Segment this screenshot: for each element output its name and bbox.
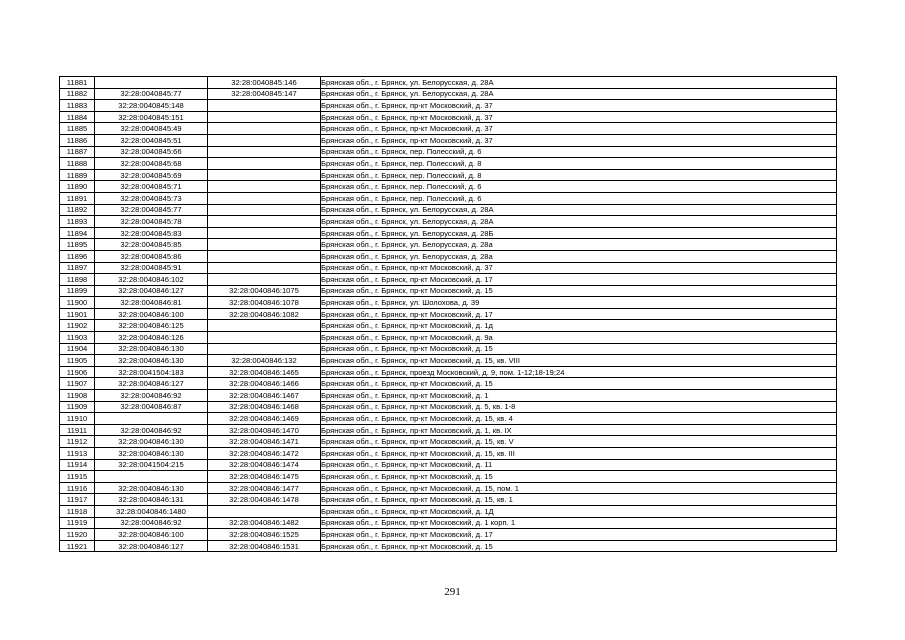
table-row (60, 274, 837, 286)
row-number-cell: 11920 (60, 529, 95, 541)
cadastral-number-cell: 32:28:0040845:51 (95, 134, 208, 146)
row-number-cell: 11889 (60, 169, 95, 181)
object-cadastral-number-cell (208, 158, 321, 170)
object-cadastral-number-cell (208, 320, 321, 332)
row-number-cell: 11918 (60, 505, 95, 517)
object-cadastral-number-cell: 32:28:0040846:1477 (208, 482, 321, 494)
row-number-cell: 11883 (60, 100, 95, 112)
address-cell: Брянская обл., г. Брянск, пр-кт Московский, д. 9а (321, 332, 837, 344)
cadastral-number-cell: 32:28:0040845:86 (95, 250, 208, 262)
cadastral-number-cell: 32:28:0040846:130 (95, 482, 208, 494)
object-cadastral-number-cell: 32:28:0040846:1468 (208, 401, 321, 413)
address-cell: Брянская обл., г. Брянск, пер. Полесский, д. 8 (321, 158, 837, 170)
address-cell: Брянская обл., г. Брянск, пр-кт Московский, д. 1, кв. IX (321, 424, 837, 436)
table-row (60, 285, 837, 297)
table-row (60, 482, 837, 494)
row-number-cell: 11890 (60, 181, 95, 193)
table-row (60, 320, 837, 332)
cadastral-number-cell: 32:28:0040846:1480 (95, 505, 208, 517)
cadastral-number-cell: 32:28:0040845:68 (95, 158, 208, 170)
address-cell: Брянская обл., г. Брянск, пр-кт Московский, д. 37 (321, 111, 837, 123)
cadastral-number-cell (95, 413, 208, 425)
object-cadastral-number-cell: 32:28:0040846:1469 (208, 413, 321, 425)
address-cell: Брянская обл., г. Брянск, ул. Белорусская, д. 28А (321, 204, 837, 216)
row-number-cell: 11910 (60, 413, 95, 425)
object-cadastral-number-cell: 32:28:0040846:1531 (208, 540, 321, 552)
object-cadastral-number-cell (208, 239, 321, 251)
row-number-cell: 11902 (60, 320, 95, 332)
table-row (60, 471, 837, 483)
address-cell: Брянская обл., г. Брянск, пер. Полесский, д. 8 (321, 169, 837, 181)
cadastral-number-cell: 32:28:0040846:130 (95, 448, 208, 460)
object-cadastral-number-cell (208, 123, 321, 135)
cadastral-number-cell: 32:28:0040845:78 (95, 216, 208, 228)
cadastral-number-cell: 32:28:0040846:131 (95, 494, 208, 506)
address-cell: Брянская обл., г. Брянск, пр-кт Московский, д. 17 (321, 529, 837, 541)
cadastral-number-cell: 32:28:0040846:102 (95, 274, 208, 286)
table-row (60, 332, 837, 344)
table-row (60, 413, 837, 425)
table-row (60, 540, 837, 552)
object-cadastral-number-cell (208, 192, 321, 204)
row-number-cell: 11897 (60, 262, 95, 274)
table-row (60, 355, 837, 367)
cadastral-number-cell: 32:28:0040846:92 (95, 390, 208, 402)
table-row (60, 169, 837, 181)
cadastral-number-cell: 32:28:0040846:126 (95, 332, 208, 344)
address-cell: Брянская обл., г. Брянск, ул. Белорусская, д. 28а (321, 239, 837, 251)
object-cadastral-number-cell: 32:28:0040846:1082 (208, 308, 321, 320)
object-cadastral-number-cell: 32:28:0040845:146 (208, 77, 321, 89)
address-cell: Брянская обл., г. Брянск, пр-кт Московский, д. 1Д (321, 505, 837, 517)
object-cadastral-number-cell: 32:28:0040846:1075 (208, 285, 321, 297)
address-cell: Брянская обл., г. Брянск, пр-кт Московский, д. 37 (321, 134, 837, 146)
address-cell: Брянская обл., г. Брянск, проезд Московский, д. 9, пом. 1-12;18-19;24 (321, 366, 837, 378)
row-number-cell: 11915 (60, 471, 95, 483)
object-cadastral-number-cell (208, 146, 321, 158)
row-number-cell: 11917 (60, 494, 95, 506)
row-number-cell: 11919 (60, 517, 95, 529)
row-number-cell: 11892 (60, 204, 95, 216)
address-cell: Брянская обл., г. Брянск, пр-кт Московский, д. 1 корп. 1 (321, 517, 837, 529)
cadastral-number-cell: 32:28:0040845:83 (95, 227, 208, 239)
table-row (60, 308, 837, 320)
cadastral-number-cell: 32:28:0040845:77 (95, 204, 208, 216)
row-number-cell: 11886 (60, 134, 95, 146)
row-number-cell: 11893 (60, 216, 95, 228)
address-cell: Брянская обл., г. Брянск, пр-кт Московский, д. 15 (321, 471, 837, 483)
cadastral-number-cell: 32:28:0040845:69 (95, 169, 208, 181)
object-cadastral-number-cell: 32:28:0040846:1470 (208, 424, 321, 436)
cadastral-number-cell: 32:28:0040845:49 (95, 123, 208, 135)
row-number-cell: 11904 (60, 343, 95, 355)
table-row (60, 181, 837, 193)
register-sheet (59, 76, 837, 552)
row-number-cell: 11900 (60, 297, 95, 309)
cadastral-number-cell: 32:28:0041504:183 (95, 366, 208, 378)
row-number-cell: 11887 (60, 146, 95, 158)
object-cadastral-number-cell: 32:28:0040846:1478 (208, 494, 321, 506)
row-number-cell: 11905 (60, 355, 95, 367)
cadastral-number-cell (95, 471, 208, 483)
table-row (60, 297, 837, 309)
row-number-cell: 11907 (60, 378, 95, 390)
table-row (60, 424, 837, 436)
row-number-cell: 11884 (60, 111, 95, 123)
address-cell: Брянская обл., г. Брянск, ул. Белорусская, д. 28А (321, 216, 837, 228)
object-cadastral-number-cell (208, 216, 321, 228)
cadastral-number-cell: 32:28:0040846:92 (95, 517, 208, 529)
address-cell: Брянская обл., г. Брянск, пр-кт Московский, д. 15, кв. 4 (321, 413, 837, 425)
table-row (60, 227, 837, 239)
table-row (60, 88, 837, 100)
row-number-cell: 11908 (60, 390, 95, 402)
table-row (60, 401, 837, 413)
address-cell: Брянская обл., г. Брянск, пр-кт Московский, д. 15 (321, 343, 837, 355)
cadastral-number-cell: 32:28:0040845:71 (95, 181, 208, 193)
row-number-cell: 11912 (60, 436, 95, 448)
table-row (60, 378, 837, 390)
cadastral-number-cell: 32:28:0040846:127 (95, 285, 208, 297)
object-cadastral-number-cell: 32:28:0040846:1471 (208, 436, 321, 448)
table-row (60, 366, 837, 378)
object-cadastral-number-cell: 32:28:0040845:147 (208, 88, 321, 100)
table-row (60, 517, 837, 529)
cadastral-number-cell (95, 77, 208, 89)
table-row (60, 390, 837, 402)
table-row (60, 494, 837, 506)
address-cell: Брянская обл., г. Брянск, ул. Белорусская, д. 28А (321, 88, 837, 100)
cadastral-number-cell: 32:28:0040845:85 (95, 239, 208, 251)
table-row (60, 436, 837, 448)
address-cell: Брянская обл., г. Брянск, ул. Белорусская, д. 28Б (321, 227, 837, 239)
cadastral-number-cell: 32:28:0040845:91 (95, 262, 208, 274)
table-row (60, 250, 837, 262)
table-row (60, 158, 837, 170)
address-cell: Брянская обл., г. Брянск, ул. Белорусская, д. 28а (321, 250, 837, 262)
object-cadastral-number-cell: 32:28:0040846:1466 (208, 378, 321, 390)
address-cell: Брянская обл., г. Брянск, пр-кт Московский, д. 15, кв. III (321, 448, 837, 460)
address-cell: Брянская обл., г. Брянск, ул. Белорусская, д. 28А (321, 77, 837, 89)
address-cell: Брянская обл., г. Брянск, пр-кт Московский, д. 15 (321, 540, 837, 552)
cadastral-number-cell: 32:28:0040846:127 (95, 378, 208, 390)
object-cadastral-number-cell (208, 227, 321, 239)
row-number-cell: 11913 (60, 448, 95, 460)
cadastral-number-cell: 32:28:0040845:66 (95, 146, 208, 158)
cadastral-number-cell: 32:28:0040846:127 (95, 540, 208, 552)
object-cadastral-number-cell (208, 111, 321, 123)
cadastral-number-cell: 32:28:0040846:125 (95, 320, 208, 332)
address-cell: Брянская обл., г. Брянск, пер. Полесский, д. 6 (321, 146, 837, 158)
object-cadastral-number-cell: 32:28:0040846:1482 (208, 517, 321, 529)
address-cell: Брянская обл., г. Брянск, пр-кт Московский, д. 1 (321, 390, 837, 402)
object-cadastral-number-cell: 32:28:0040846:1475 (208, 471, 321, 483)
table-row (60, 204, 837, 216)
object-cadastral-number-cell (208, 262, 321, 274)
object-cadastral-number-cell (208, 204, 321, 216)
object-cadastral-number-cell (208, 181, 321, 193)
row-number-cell: 11901 (60, 308, 95, 320)
cadastral-number-cell: 32:28:0040846:130 (95, 343, 208, 355)
row-number-cell: 11916 (60, 482, 95, 494)
cadastral-number-cell: 32:28:0040846:92 (95, 424, 208, 436)
table-row (60, 146, 837, 158)
object-cadastral-number-cell: 32:28:0040846:1465 (208, 366, 321, 378)
table-row (60, 529, 837, 541)
cadastral-number-cell: 32:28:0040845:151 (95, 111, 208, 123)
object-cadastral-number-cell: 32:28:0040846:1467 (208, 390, 321, 402)
table-row (60, 134, 837, 146)
cadastral-number-cell: 32:28:0040846:130 (95, 355, 208, 367)
object-cadastral-number-cell (208, 100, 321, 112)
row-number-cell: 11898 (60, 274, 95, 286)
register-table-body (60, 77, 837, 552)
address-cell: Брянская обл., г. Брянск, пр-кт Московский, д. 15 (321, 285, 837, 297)
cadastral-number-cell: 32:28:0041504:215 (95, 459, 208, 471)
row-number-cell: 11903 (60, 332, 95, 344)
row-number-cell: 11885 (60, 123, 95, 135)
table-row (60, 123, 837, 135)
cadastral-number-cell: 32:28:0040846:100 (95, 529, 208, 541)
table-row (60, 262, 837, 274)
cadastral-number-cell: 32:28:0040846:100 (95, 308, 208, 320)
address-cell: Брянская обл., г. Брянск, пер. Полесский, д. 6 (321, 181, 837, 193)
object-cadastral-number-cell: 32:28:0040846:132 (208, 355, 321, 367)
table-row (60, 77, 837, 89)
object-cadastral-number-cell (208, 169, 321, 181)
address-cell: Брянская обл., г. Брянск, пр-кт Московский, д. 37 (321, 123, 837, 135)
row-number-cell: 11906 (60, 366, 95, 378)
object-cadastral-number-cell: 32:28:0040846:1474 (208, 459, 321, 471)
address-cell: Брянская обл., г. Брянск, пр-кт Московский, д. 15 (321, 378, 837, 390)
row-number-cell: 11888 (60, 158, 95, 170)
cadastral-number-cell: 32:28:0040845:148 (95, 100, 208, 112)
object-cadastral-number-cell: 32:28:0040846:1472 (208, 448, 321, 460)
row-number-cell: 11911 (60, 424, 95, 436)
address-cell: Брянская обл., г. Брянск, пр-кт Московский, д. 1д (321, 320, 837, 332)
row-number-cell: 11909 (60, 401, 95, 413)
cadastral-number-cell: 32:28:0040846:81 (95, 297, 208, 309)
address-cell: Брянская обл., г. Брянск, пр-кт Московский, д. 15, кв. V (321, 436, 837, 448)
address-cell: Брянская обл., г. Брянск, пр-кт Московский, д. 15, кв. 1 (321, 494, 837, 506)
address-cell: Брянская обл., г. Брянск, пр-кт Московский, д. 5, кв. 1-8 (321, 401, 837, 413)
object-cadastral-number-cell (208, 505, 321, 517)
cadastral-number-cell: 32:28:0040845:77 (95, 88, 208, 100)
object-cadastral-number-cell (208, 134, 321, 146)
row-number-cell: 11921 (60, 540, 95, 552)
object-cadastral-number-cell (208, 343, 321, 355)
register-table (59, 76, 837, 552)
row-number-cell: 11895 (60, 239, 95, 251)
table-row (60, 459, 837, 471)
table-row (60, 216, 837, 228)
address-cell: Брянская обл., г. Брянск, пр-кт Московский, д. 17 (321, 274, 837, 286)
cadastral-number-cell: 32:28:0040846:130 (95, 436, 208, 448)
row-number-cell: 11896 (60, 250, 95, 262)
row-number-cell: 11914 (60, 459, 95, 471)
address-cell: Брянская обл., г. Брянск, пр-кт Московский, д. 15, кв. VIII (321, 355, 837, 367)
table-row (60, 343, 837, 355)
row-number-cell: 11899 (60, 285, 95, 297)
address-cell: Брянская обл., г. Брянск, пр-кт Московский, д. 17 (321, 308, 837, 320)
address-cell: Брянская обл., г. Брянск, ул. Шолохова, д. 39 (321, 297, 837, 309)
object-cadastral-number-cell: 32:28:0040846:1078 (208, 297, 321, 309)
address-cell: Брянская обл., г. Брянск, пр-кт Московский, д. 11 (321, 459, 837, 471)
table-row (60, 448, 837, 460)
row-number-cell: 11894 (60, 227, 95, 239)
table-row (60, 192, 837, 204)
table-row (60, 239, 837, 251)
row-number-cell: 11881 (60, 77, 95, 89)
object-cadastral-number-cell (208, 250, 321, 262)
table-row (60, 100, 837, 112)
table-row (60, 111, 837, 123)
address-cell: Брянская обл., г. Брянск, пр-кт Московский, д. 37 (321, 100, 837, 112)
row-number-cell: 11882 (60, 88, 95, 100)
address-cell: Брянская обл., г. Брянск, пер. Полесский, д. 6 (321, 192, 837, 204)
cadastral-number-cell: 32:28:0040845:73 (95, 192, 208, 204)
table-row (60, 505, 837, 517)
page-number: 291 (444, 586, 461, 598)
address-cell: Брянская обл., г. Брянск, пр-кт Московский, д. 37 (321, 262, 837, 274)
object-cadastral-number-cell: 32:28:0040846:1525 (208, 529, 321, 541)
object-cadastral-number-cell (208, 274, 321, 286)
row-number-cell: 11891 (60, 192, 95, 204)
object-cadastral-number-cell (208, 332, 321, 344)
cadastral-number-cell: 32:28:0040846:87 (95, 401, 208, 413)
address-cell: Брянская обл., г. Брянск, пр-кт Московский, д. 15, пом. 1 (321, 482, 837, 494)
